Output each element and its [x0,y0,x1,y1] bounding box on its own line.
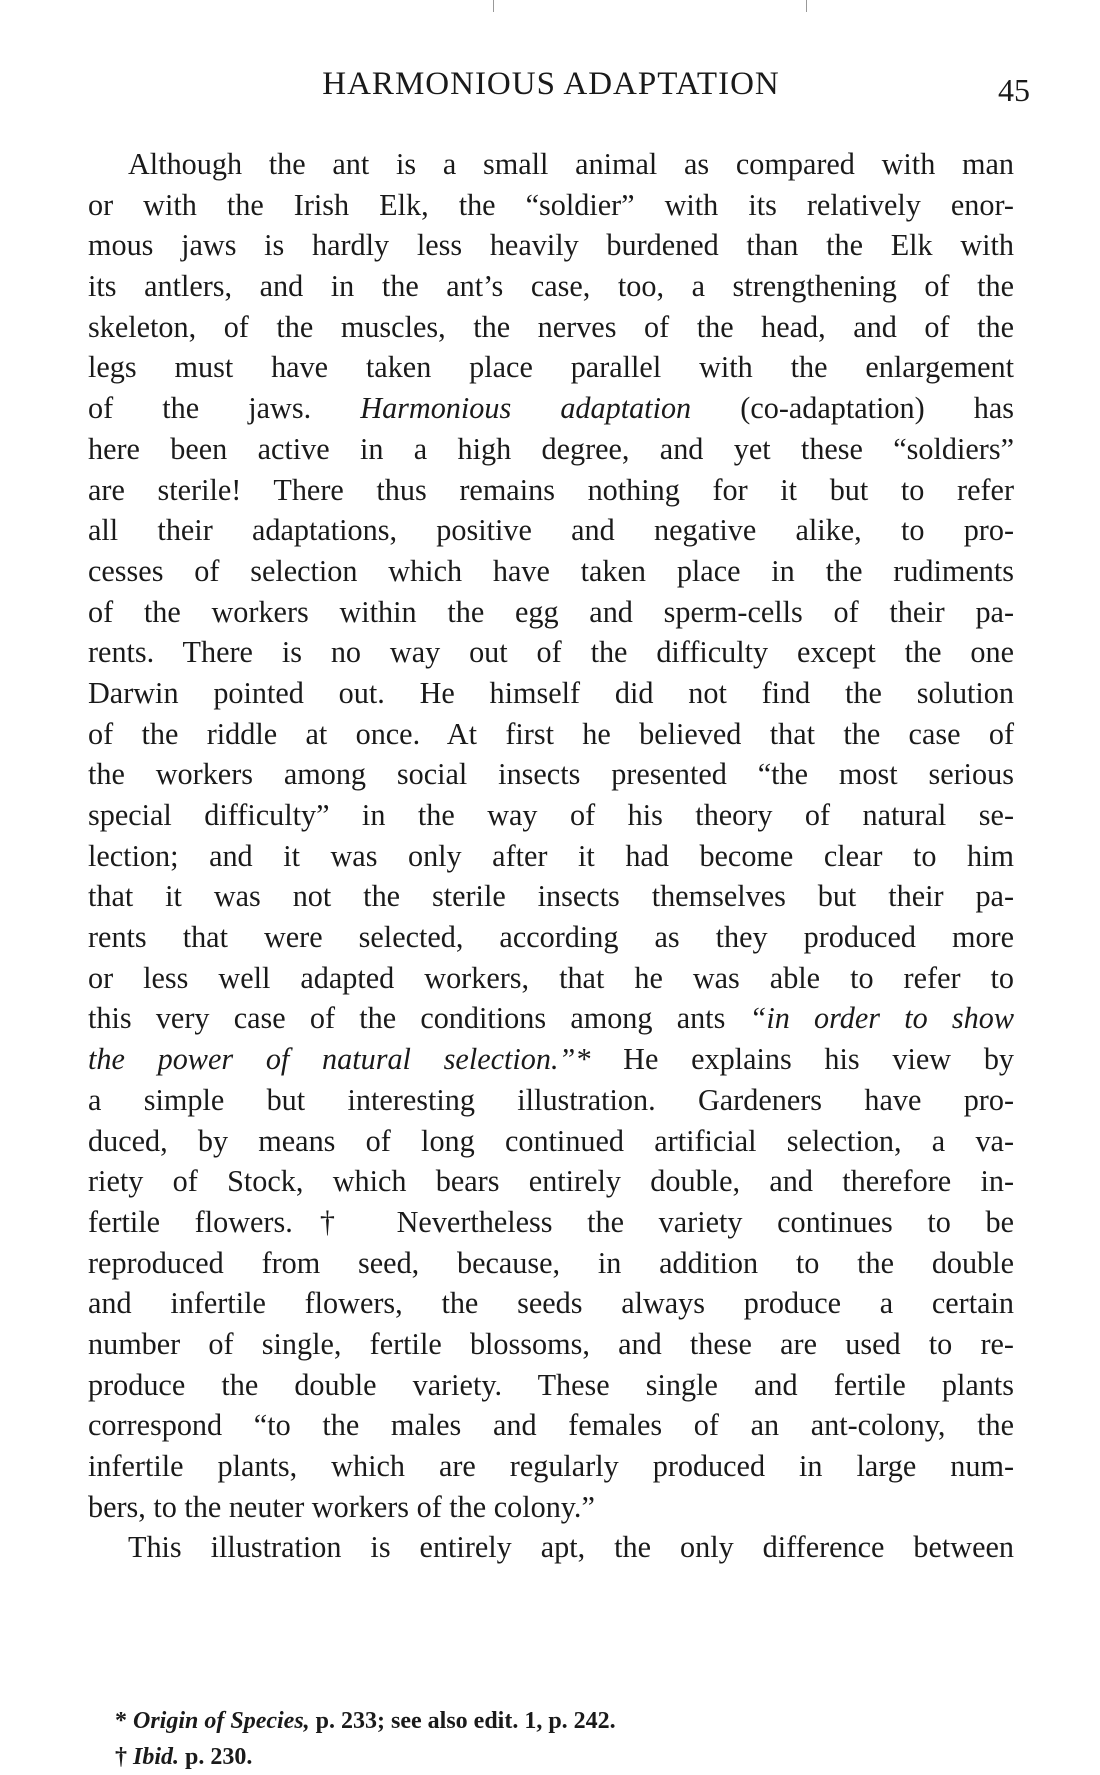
text-line: special difficulty” in the way of his theory of natural se- [88,798,1014,832]
body-text [88,144,1014,1568]
footnote-mark: † [115,1744,133,1770]
text-line: rents that were selected, according as they produced more [88,920,1014,955]
text-line: its antlers, and in the ant’s case, too, a strengthening of the [88,269,1014,304]
text-line: a simple but interesting illustration. Gardeners have pro- [88,1082,1014,1117]
text-line: riety of Stock, which bears entirely double, and therefore in- [88,1164,1014,1199]
text-line: rents. There is no way out of the difficulty except the one [88,635,1014,670]
text-line: and infertile flowers, the seeds always produce a certain [88,1286,1014,1321]
text-line: infertile plants, which are regularly produced in large num- [88,1449,1014,1483]
text-line: bers, to the neuter workers of the colony.” [88,1489,595,1524]
footnote [115,1739,616,1775]
footnote-text: p. 230. [179,1744,253,1770]
text-line: This illustration is entirely apt, the only difference between [128,1530,1014,1565]
text-line [88,998,1014,1039]
footnote-title: Origin of Species, [133,1708,310,1734]
text-segment: of the jaws. [88,391,312,426]
text-line: duced, by means of long continued artificial selection, a va- [88,1123,1014,1158]
page-number: 45 [998,72,1030,108]
text-line: skeleton, of the muscles, the nerves of the head, and of the [88,309,1014,344]
text-line: legs must have taken place parallel with the enlargement [88,350,1014,385]
text-line: here been active in a high degree, and yet these “soldiers” [88,431,1014,466]
text-segment: (co-adaptation) has [740,391,1015,426]
italic-term: Harmonious adaptation [360,391,692,426]
text-line: of the riddle at once. At first he believed that the case of [88,716,1014,751]
text-line [88,388,1014,429]
footnote-text: p. 233; see also edit. 1, p. 242. [309,1708,616,1734]
footnotes [115,1703,616,1775]
scan-artifact-mark [806,0,807,12]
text-segment: He explains his view by [623,1042,1015,1077]
text-line: reproduced from seed, because, in addition to the double [88,1245,1014,1280]
text-segment: this very case of the conditions among ants [88,1001,726,1036]
text-line: of the workers within the egg and sperm-cells of their pa- [88,594,1014,629]
footnote-title: Ibid. [133,1744,180,1770]
text-line: mous jaws is hardly less heavily burdened than the Elk with [88,228,1014,263]
text-line: are sterile! There thus remains nothing for it but to refer [88,472,1014,507]
text-line: or less well adapted workers, that he was able to refer to [88,960,1014,995]
text-line: lection; and it was only after it had become clear to him [88,838,1014,873]
scan-artifact-mark [493,0,494,12]
text-line: or with the Irish Elk, the “soldier” with its relatively enor- [88,187,1014,222]
text-line: that it was not the sterile insects themselves but their pa- [88,879,1014,914]
footnote [115,1703,616,1739]
text-line: all their adaptations, positive and negative alike, to pro- [88,513,1014,548]
text-line: the workers among social insects presented “the most serious [88,757,1014,792]
text-line: fertile flowers.† Nevertheless the variety continues to be [88,1204,1014,1239]
italic-quote: “in order to show [749,1001,1014,1036]
text-line: Although the ant is a small animal as compared with man [128,147,1014,181]
italic-quote: the power of natural selection.”* [88,1042,591,1077]
text-line: cesses of selection which have taken place in the rudiments [88,553,1014,588]
footnote-mark: * [115,1708,133,1734]
text-line: Darwin pointed out. He himself did not find the solution [88,675,1014,710]
text-line: number of single, fertile blossoms, and these are used to re- [88,1326,1014,1361]
running-head: HARMONIOUS ADAPTATION [322,66,780,102]
text-line [88,1039,1014,1080]
text-line: correspond “to the males and females of an ant-colony, the [88,1408,1014,1443]
text-line: produce the double variety. These single and fertile plants [88,1367,1014,1402]
